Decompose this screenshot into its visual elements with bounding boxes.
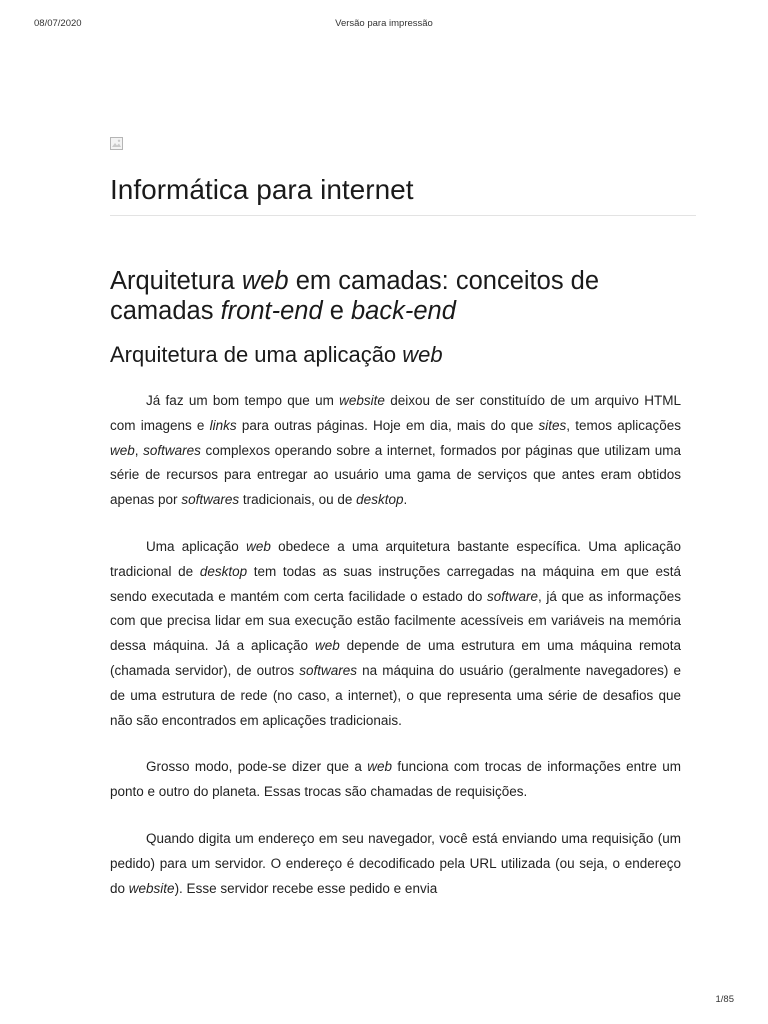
paragraph-2: Uma aplicação web obedece a uma arquitetura bastante específica. Uma aplicação tradicional de desktop tem todas as suas instruções carregadas na máquina em que está sendo executada e mantém com certa facilidade o estado do software, já que as informações com que precisa lidar em sua execução estão facilmente acessíveis em variáveis na memória dessa máquina. Já a aplicação web depende de uma estrutura em uma máquina remota (chamada servidor), de outros softwares na máquina do usuário (geralmente navegadores) e de uma estrutura de rede (no caso, a internet), o que representa uma série de desafios que não são encontrados em aplicações tradicionais. xyxy=(110,538,682,728)
paragraph-4: Quando digita um endereço em seu navegador, você está enviando uma requisição (um pedido) para um servidor. O endereço é decodificado pela URL utilizada (ou seja, o endereço do website). Esse servidor recebe esse pedido e envia xyxy=(110,830,681,896)
paragraph-3: Grosso modo, pode-se dizer que a web funciona com trocas de informações entre um ponto e outro do planeta. Essas trocas são chamadas de requisições. xyxy=(110,759,681,800)
section-heading: Arquitetura web em camadas: conceitos de camadas front-end e back-end xyxy=(110,267,600,325)
course-title: Informática para internet xyxy=(110,174,414,205)
broken-image-icon xyxy=(110,137,124,151)
page-number: 1/85 xyxy=(715,994,734,1005)
print-date: 08/07/2020 xyxy=(34,18,82,29)
print-header-title: Versão para impressão xyxy=(335,18,433,29)
subsection-heading: Arquitetura de uma aplicação web xyxy=(110,342,443,367)
title-divider xyxy=(110,215,696,216)
article-body xyxy=(110,389,681,923)
paragraph-1: Já faz um bom tempo que um website deixou de ser constituído de um arquivo HTML com imagens e links para outras páginas. Hoje em dia, mais do que sites, temos aplicações web, softwares complexos operando sobre a internet, formados por páginas que utilizam uma série de recursos para entregar ao usuário uma gama de serviços que antes eram obtidos apenas por softwares tradicionais, ou de desktop. xyxy=(110,393,681,508)
